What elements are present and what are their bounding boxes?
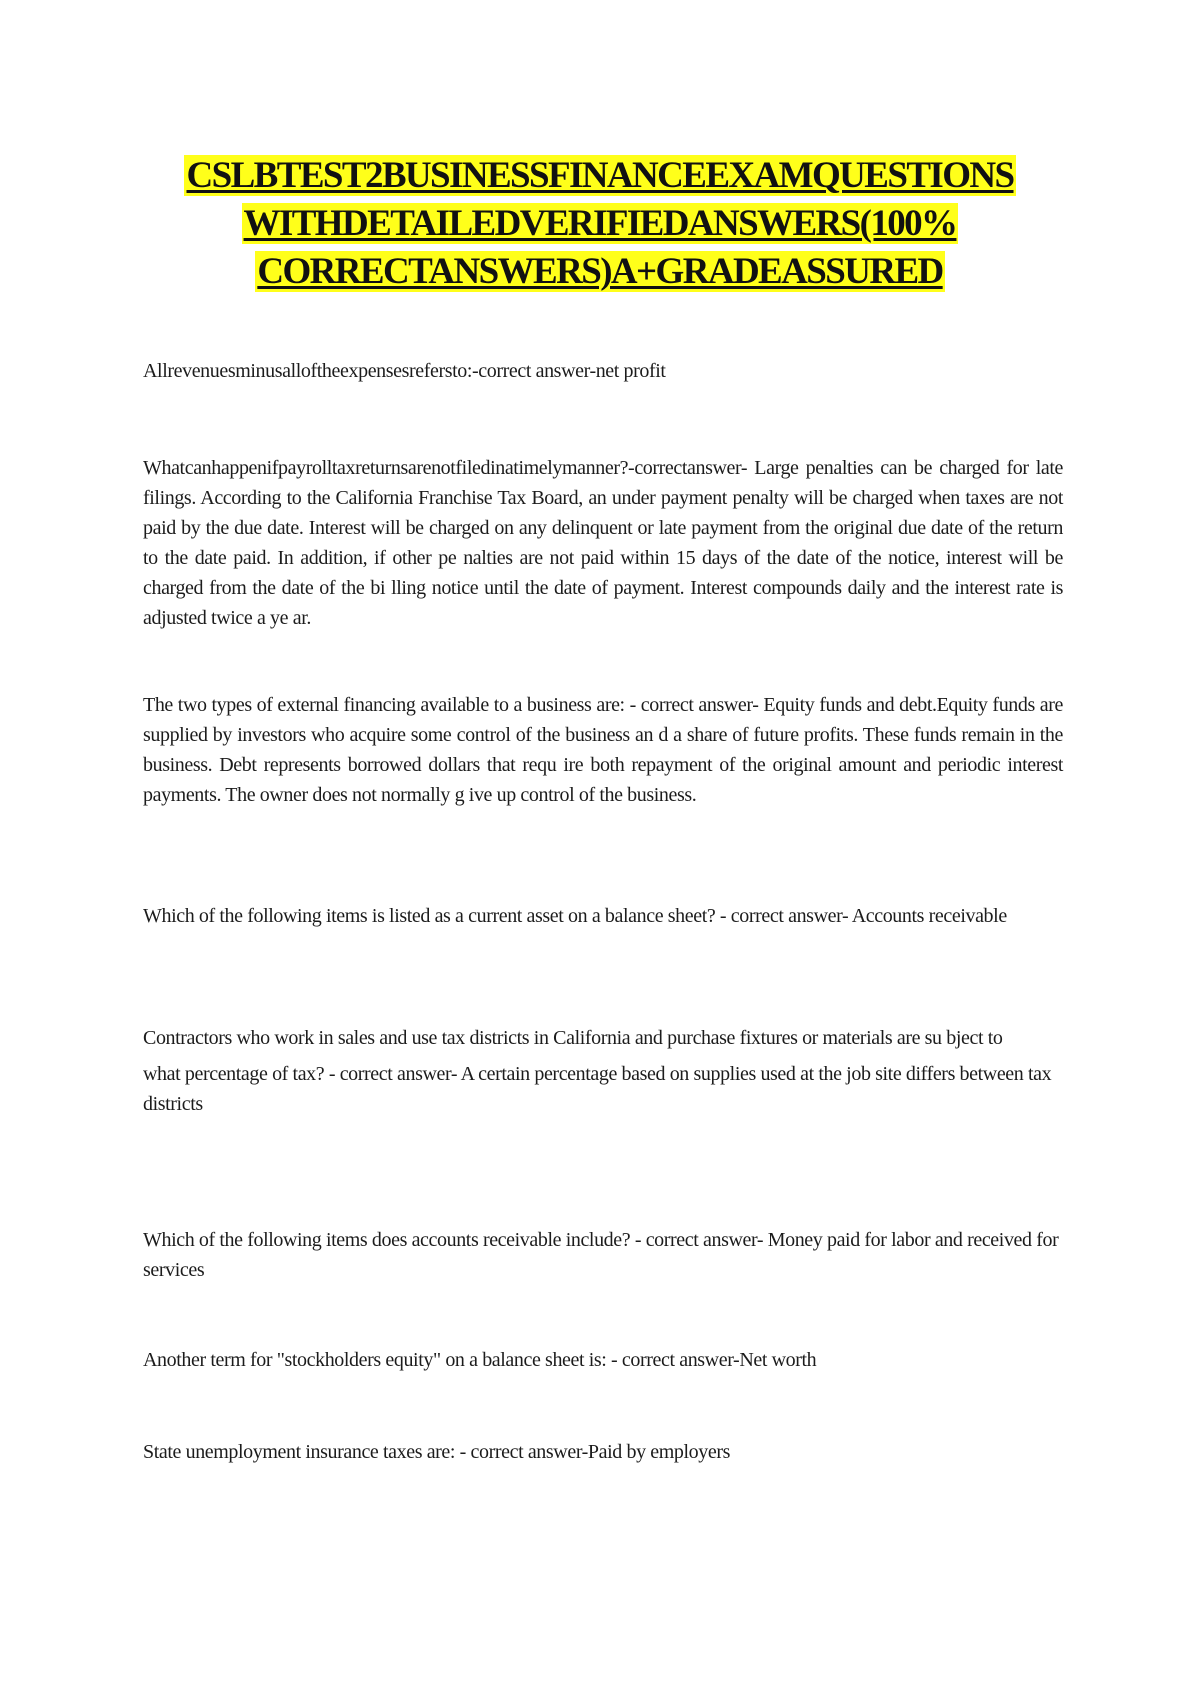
qa-text: Allrevenuesminusalloftheexpensesrefersto:-correct answer-net profit	[143, 360, 666, 382]
qa-text: State unemployment insurance taxes are: - correct answer-Paid by employers	[143, 1441, 731, 1463]
qa-item-sales-use-tax	[143, 1023, 1063, 1119]
qa-item-current-asset	[143, 901, 1063, 931]
document-title	[150, 152, 1050, 296]
qa-text: Whatcanhappenifpayrolltaxreturnsarenotfiledinatimelymanner?-correctanswer- Large penalties can be charged for late filings. According to the California Franchise Tax Board, an under payment penalty will be charged when taxes are not paid by the due date. Interest will be charged on any delinquent or late payment from the original due date of the return to the date paid. In addition, if other pe nalties are not paid within 15 days of the date of the notice, interest will be charged from the date of the bi lling notice until the date of payment. Interest compounds daily and the interest rate is adjusted twice a ye ar.	[143, 457, 1063, 629]
qa-item-accounts-receivable	[143, 1225, 1063, 1285]
qa-item-net-profit	[143, 356, 1063, 386]
qa-item-unemployment-tax	[143, 1437, 1063, 1467]
qa-text: Which of the following items does accounts receivable include? - correct answer- Money paid for labor and received for services	[143, 1229, 1059, 1281]
qa-text: Contractors who work in sales and use tax districts in California and purchase fixtures or materials are su bject to	[143, 1027, 1003, 1049]
qa-item-payroll-tax	[143, 453, 1063, 633]
title-line-2: WITHDETAILEDVERIFIEDANSWERS(100%	[243, 203, 957, 244]
qa-item-external-financing	[143, 690, 1063, 810]
qa-text: Another term for "stockholders equity" on a balance sheet is: - correct answer-Net worth	[143, 1349, 817, 1371]
qa-text: Which of the following items is listed as a current asset on a balance sheet? - correct answer- Accounts receivable	[143, 905, 1007, 927]
qa-item-stockholders-equity	[143, 1345, 1063, 1375]
title-line-1: CSLBTEST2BUSINESSFINANCEEXAMQUESTIONS	[186, 155, 1014, 196]
title-line-3: CORRECTANSWERS)A+GRADEASSURED	[257, 251, 943, 292]
qa-text: The two types of external financing available to a business are: - correct answer- Equity funds and debt.Equity funds are supplied by investors who acquire some control of the business an d a share of future profits. These funds remain in the business. Debt represents borrowed dollars that requ ire both repayment of the original amount and periodic interest payments. The owner does not normally g ive up control of the business.	[143, 694, 1063, 806]
qa-text-continued: what percentage of tax? - correct answer- A certain percentage based on supplies used at the job site differs between tax districts	[143, 1063, 1052, 1115]
